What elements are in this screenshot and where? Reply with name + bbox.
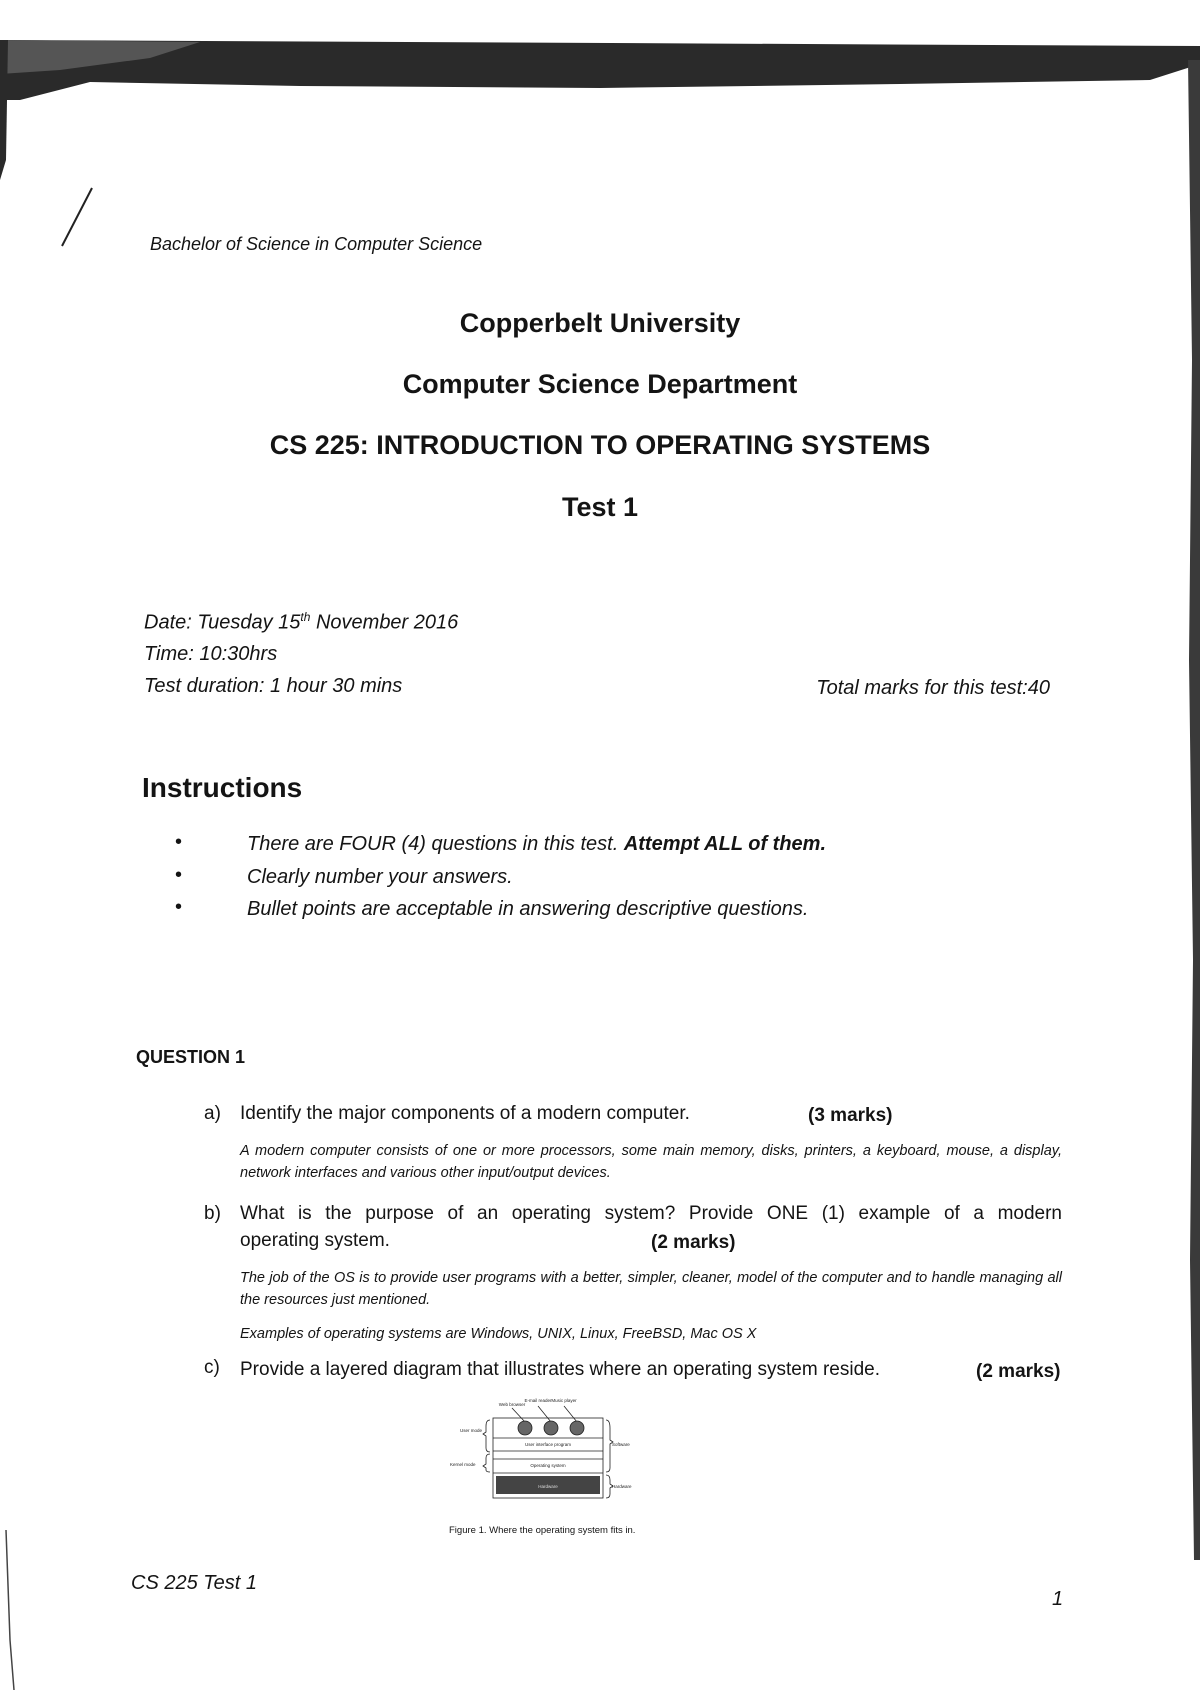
label-hardware: Hardware [612,1484,632,1489]
answer-1b: The job of the OS is to provide user programs with a better, simpler, cleaner, model of the computer and to handle managing all the resources just mentioned. [240,1270,1062,1308]
question-1b-text-line2: operating system. [240,1230,390,1251]
app-circle [570,1421,584,1435]
scan-edge-right [1160,60,1200,1560]
question-1b-marks: (2 marks) [651,1232,736,1253]
question-1c-marks: (2 marks) [976,1361,1061,1382]
total-marks: Total marks for this test:40 [816,677,1050,699]
question-part-letter: c) [204,1357,220,1378]
question-1a-marks: (3 marks) [808,1105,893,1126]
answer-1b-examples: Examples of operating systems are Windows, UNIX, Linux, FreeBSD, Mac OS X [240,1326,757,1342]
question-part-letter: a) [204,1103,221,1124]
label-music-player: Music player [551,1398,577,1403]
instructions-heading: Instructions [142,772,303,803]
pen-mark [58,186,98,250]
course-title: CS 225: INTRODUCTION TO OPERATING SYSTEMS [269,430,931,460]
department-name: Computer Science Department [402,369,798,399]
layer-user-interface: User interface program [524,1442,572,1447]
os-layer-diagram [440,1396,660,1526]
label-web-browser: Web browser [498,1402,526,1407]
label-kernel-mode: Kernel mode [450,1462,476,1467]
answer-1a: A modern computer consists of one or more processors, some main memory, disks, printers, a keyboard, mouse, a display, network interfaces and various other input/output devices. [240,1143,1062,1181]
page-number: 1 [1052,1588,1064,1610]
app-circle [544,1421,558,1435]
test-title: Test 1 [561,492,639,522]
question-part-letter: b) [204,1203,221,1224]
university-name: Copperbelt University [459,308,741,338]
test-duration: Test duration: 1 hour 30 mins [144,675,403,697]
test-date: Date: Tuesday 15th November 2016 [144,610,459,634]
question-1a-text: Identify the major components of a modern computer. [240,1103,690,1124]
bullet-icon: • [175,896,183,918]
label-user-mode: User mode [460,1428,483,1433]
scan-edge-left [0,40,20,1698]
footer-course-label: CS 225 Test 1 [131,1572,258,1594]
app-circle [518,1421,532,1435]
layer-operating-system: Operating system [530,1463,566,1468]
scan-edge-top [0,40,1200,100]
bullet-icon: • [175,831,183,853]
question-1b-text-line1: What is the purpose of an operating system? Provide ONE (1) example of a modern [240,1203,1062,1224]
label-software: Software [612,1442,630,1447]
label-email-reader: E-mail reader [524,1398,552,1403]
layer-hardware: Hardware [538,1484,558,1489]
question-1c-text: Provide a layered diagram that illustrates where an operating system reside. [240,1359,880,1380]
test-time: Time: 10:30hrs [144,643,278,665]
bullet-icon: • [175,863,183,886]
program-name: Bachelor of Science in Computer Science [150,234,483,254]
figure-caption: Figure 1. Where the operating system fits in. [449,1525,636,1536]
question-1-heading: QUESTION 1 [136,1047,246,1067]
